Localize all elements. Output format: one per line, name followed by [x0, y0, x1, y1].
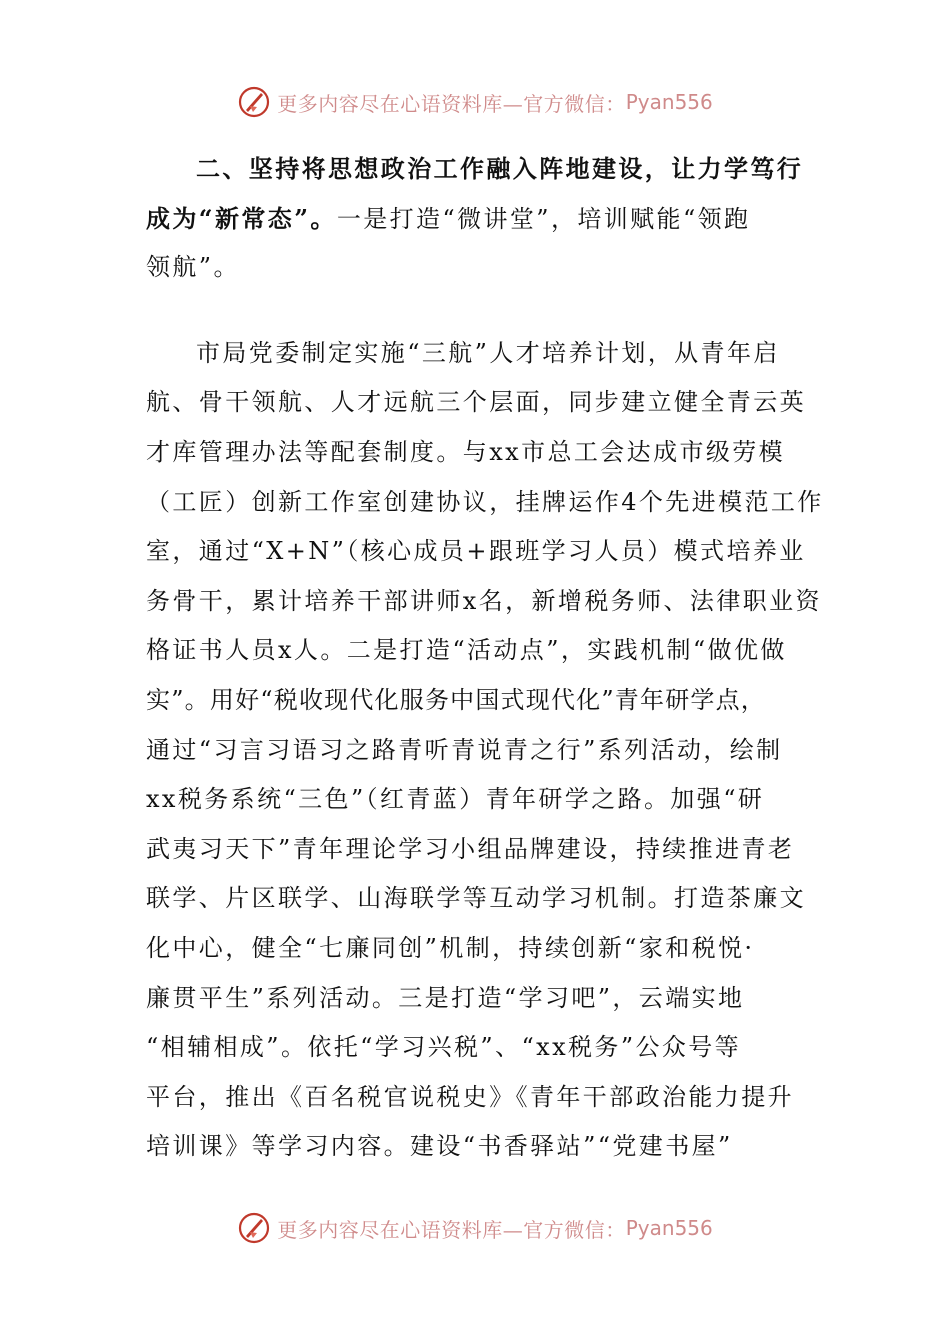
body-line: “相辅相成”。依托“学习兴税”、“xx税务”公众号等 — [146, 1033, 742, 1062]
body-line: 廉贯平生”系列活动。三是打造“学习吧”，云端实地 — [146, 983, 745, 1012]
banner-text: 更多内容尽在心语资料库—官方微信： — [277, 1217, 626, 1242]
banner-wechat-id: Pyan556 — [625, 1216, 713, 1240]
heading-bold-part: 成为“新常态”。 — [146, 203, 337, 233]
body-line: 市局党委制定实施“三航”人才培养计划，从青年启 — [196, 338, 780, 367]
body-line: 平台，推出《百名税官说税史》《青年干部政治能力提升 — [146, 1082, 794, 1111]
paragraph-gap — [146, 293, 806, 329]
body-line: （工匠）创新工作室创建协议，挂牌运作4个先进模范工作 — [146, 487, 824, 516]
body-line: 化中心，健全“七廉同创”机制，持续创新“家和税悦· — [146, 933, 755, 962]
body-line: xx税务系统“三色”（红青蓝）青年研学之路。加强“研 — [146, 785, 765, 814]
body-line: 务骨干，累计培养干部讲师x名，新增税务师、法律职业资 — [146, 586, 822, 615]
document-body — [146, 144, 824, 1172]
header-banner — [0, 82, 950, 122]
body-line: 实”。用好“税收现代化服务中国式现代化”青年研学点， — [146, 685, 767, 714]
body-line: 培训课》等学习内容。建设“书香驿站”“党建书屋” — [146, 1132, 733, 1161]
quill-logo-icon — [237, 1211, 271, 1245]
heading-line-2 — [146, 194, 806, 244]
heading-line-3: 领航”。 — [146, 253, 240, 282]
body-line: 航、骨干领航、人才远航三个层面，同步建立健全青云英 — [146, 388, 806, 417]
footer-banner — [0, 1208, 950, 1248]
body-line: 武夷习天下”青年理论学习小组品牌建设，持续推进青老 — [146, 834, 795, 863]
body-line: 才库管理办法等配套制度。与xx市总工会达成市级劳模 — [146, 437, 786, 466]
body-line: 通过“习言习语习之路青听青说青之行”系列活动，绘制 — [146, 735, 783, 764]
banner-wechat-id: Pyan556 — [625, 90, 713, 114]
body-line: 格证书人员x人。二是打造“活动点”，实践机制“做优做 — [146, 636, 787, 665]
heading-line-1: 二、坚持将思想政治工作融入阵地建设，让力学笃行 — [196, 154, 804, 183]
quill-logo-icon — [237, 85, 271, 119]
heading-normal-part: 一是打造“微讲堂”，培训赋能“领跑 — [336, 204, 751, 233]
body-line: 室，通过“X+N”（核心成员+跟班学习人员）模式培养业 — [146, 537, 806, 566]
banner-text: 更多内容尽在心语资料库—官方微信： — [277, 91, 626, 116]
body-line: 联学、片区联学、山海联学等互动学习机制。打造茶廉文 — [146, 884, 806, 913]
